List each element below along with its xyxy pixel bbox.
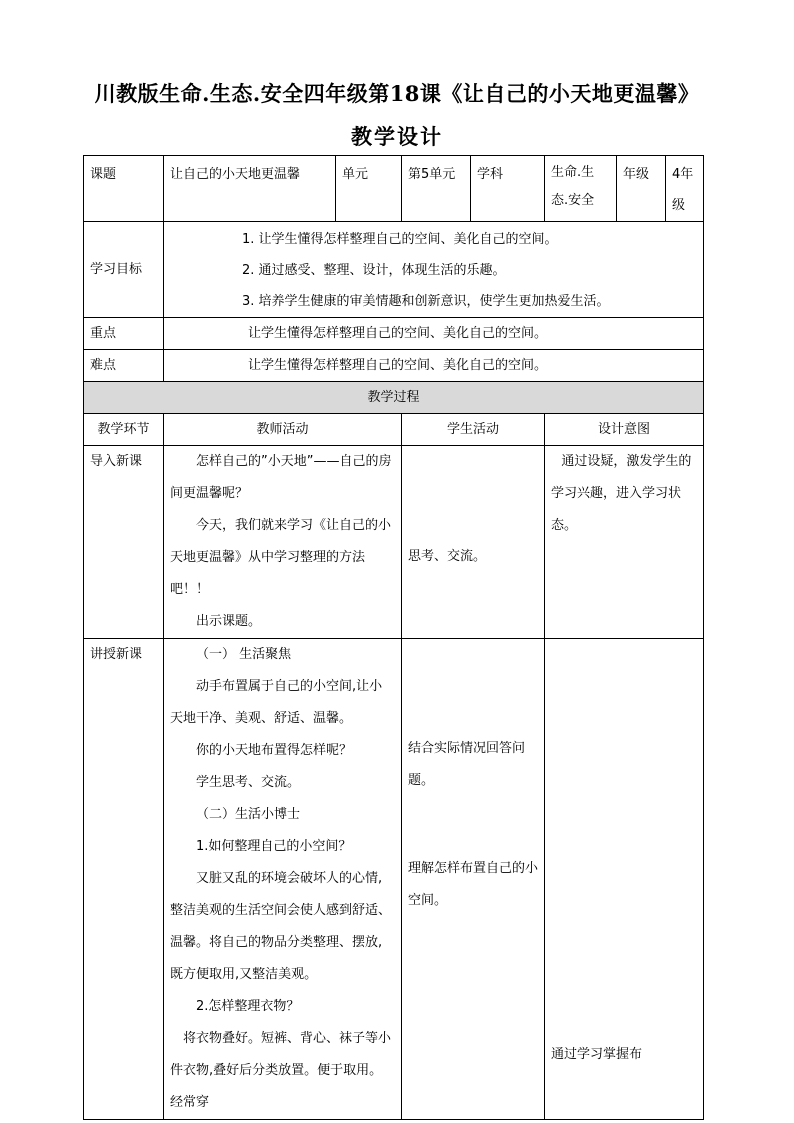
key-point-row	[84, 318, 704, 350]
lecture-teacher-line: 将衣物叠好。短裤、背心、袜子等小件衣物,叠好后分类放置。便于取用。经常穿	[170, 1031, 392, 1110]
process-columns-row	[84, 414, 704, 446]
unit-value: 第5单元	[402, 156, 471, 222]
grade-label: 年级	[617, 156, 666, 222]
intro-teacher-line: 怎样自己的”小天地”——自己的房间更温馨呢？	[170, 454, 392, 501]
topic-label: 课题	[84, 156, 164, 222]
difficulty-label: 难点	[84, 350, 164, 382]
lecture-teacher-line: 1.如何整理自己的小空间？	[196, 839, 352, 854]
document-subtitle: 教学设计	[351, 124, 443, 149]
lecture-teacher-line: 2.怎样整理衣物？	[196, 999, 300, 1014]
intro-student: 思考、交流。	[402, 446, 545, 639]
document-title: 川教版生命.生态.安全四年级第18课《让自己的小天地更温馨》	[94, 81, 700, 106]
lecture-teacher-line: （一） 生活聚焦	[196, 647, 292, 662]
difficulty-row	[84, 350, 704, 382]
lecture-teacher-line: 你的小天地布置得怎样呢？	[196, 743, 353, 758]
lecture-student-line: 理解怎样布置自己的小空间。	[408, 861, 539, 908]
objective-item: 1. 让学生懂得怎样整理自己的空间、美化自己的空间。	[242, 232, 558, 247]
intro-teacher-line: 今天，我们就来学习《让自己的小天地更温馨》从中学习整理的方法吧！！	[170, 518, 392, 597]
objective-item: 3. 培养学生健康的审美情趣和创新意识，使学生更加热爱生活。	[242, 294, 610, 309]
info-row	[84, 156, 704, 222]
key-point-value: 让学生懂得怎样整理自己的空间、美化自己的空间。	[164, 318, 704, 350]
column-intent: 设计意图	[545, 414, 704, 446]
lecture-teacher-line: 学生思考、交流。	[196, 775, 301, 790]
objectives-row	[84, 222, 704, 318]
lecture-teacher-line: （二）生活小博士	[196, 807, 301, 822]
subject-value: 生命.生态.安全	[545, 156, 617, 222]
lecture-stage: 讲授新课	[84, 639, 164, 1120]
process-header-row	[84, 382, 704, 414]
process-header: 教学过程	[84, 382, 704, 414]
key-point-label: 重点	[84, 318, 164, 350]
topic-value: 让自己的小天地更温馨	[164, 156, 336, 222]
lecture-teacher-line: 动手布置属于自己的小空间,让小天地干净、美观、舒适、温馨。	[170, 679, 383, 726]
lecture-student	[402, 639, 545, 1120]
column-stage: 教学环节	[84, 414, 164, 446]
intro-teacher-line: 出示课题。	[196, 614, 262, 629]
lecture-teacher	[164, 639, 402, 1120]
lesson-plan-table	[83, 155, 704, 1120]
unit-label: 单元	[336, 156, 402, 222]
lecture-intent: 通过学习掌握布	[545, 639, 704, 1120]
objectives-label: 学习目标	[84, 222, 164, 318]
lecture-teacher-line: 又脏又乱的环境会破坏人的心情,整洁美观的生活空间会使人感到舒适、温馨。将自己的物品分类整理、摆放,既方便取用,又整洁美观。	[170, 871, 392, 982]
lecture-student-line: 结合实际情况回答问题。	[408, 741, 526, 788]
objective-item: 2. 通过感受、整理、设计，体现生活的乐趣。	[242, 263, 506, 278]
objectives-list	[164, 222, 704, 318]
column-student: 学生活动	[402, 414, 545, 446]
grade-value: 4年级	[666, 156, 704, 222]
subject-label: 学科	[471, 156, 545, 222]
lecture-row	[84, 639, 704, 1120]
intro-intent: 通过设疑，激发学生的学习兴趣，进入学习状态。	[545, 446, 704, 639]
intro-row	[84, 446, 704, 639]
difficulty-value: 让学生懂得怎样整理自己的空间、美化自己的空间。	[164, 350, 704, 382]
intro-teacher	[164, 446, 402, 639]
column-teacher: 教师活动	[164, 414, 402, 446]
intro-stage: 导入新课	[84, 446, 164, 639]
